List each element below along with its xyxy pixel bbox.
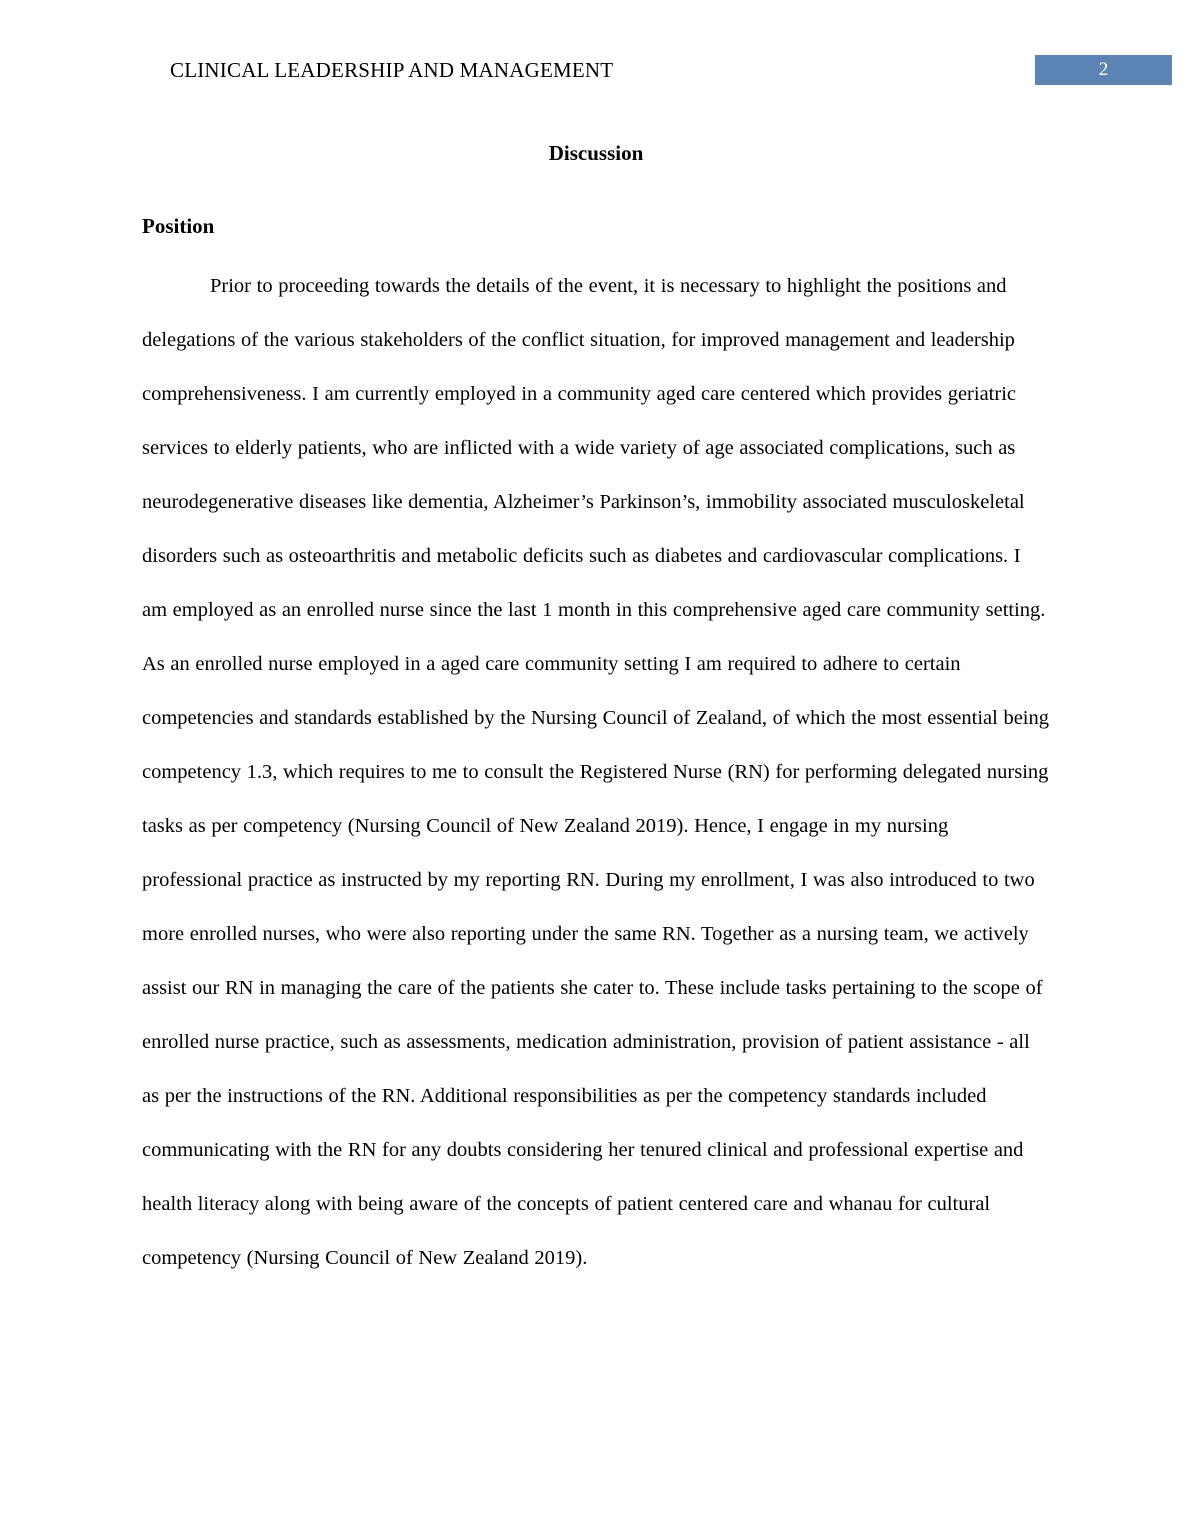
page-number-box: [1035, 55, 1172, 85]
document-title: Discussion: [548, 141, 644, 165]
document-body: [142, 138, 1050, 1285]
page-number: 2: [1098, 59, 1109, 80]
running-head: CLINICAL LEADERSHIP AND MANAGEMENT: [170, 58, 614, 82]
section-heading-position: Position: [142, 214, 215, 238]
page-header: [0, 54, 1190, 86]
body-paragraph: Prior to proceeding towards the details of the event, it is necessary to highlight the positions and delegations of the various stakeholders of the conflict situation, for improved management and leadership comprehensiveness. I am currently employed in a community aged care centered which provides geriatric services to elderly patients, who are inflicted with a wide variety of age associated complications, such as neurodegenerative diseases like dementia, Alzheimer’s Parkinson’s, immobility associated musculoskeletal disorders such as osteoarthritis and metabolic deficits such as diabetes and cardiovascular complications. I am employed as an enrolled nurse since the last 1 month in this comprehensive aged care community setting. As an enrolled nurse employed in a aged care community setting I am required to adhere to certain competencies and standards established by the Nursing Council of Zealand, of which the most essential being competency 1.3, which requires to me to consult the Registered Nurse (RN) for performing delegated nursing tasks as per competency (Nursing Council of New Zealand 2019). Hence, I engage in my nursing professional practice as instructed by my reporting RN. During my enrollment, I was also introduced to two more enrolled nurses, who were also reporting under the same RN. Together as a nursing team, we actively assist our RN in managing the care of the patients she cater to. These include tasks pertaining to the scope of enrolled nurse practice, such as assessments, medication administration, provision of patient assistance - all as per the instructions of the RN. Additional responsibilities as per the competency standards included communicating with the RN for any doubts considering her tenured clinical and professional expertise and health literacy along with being aware of the concepts of patient centered care and whanau for cultural competency (Nursing Council of New Zealand 2019).: [142, 275, 1049, 1269]
